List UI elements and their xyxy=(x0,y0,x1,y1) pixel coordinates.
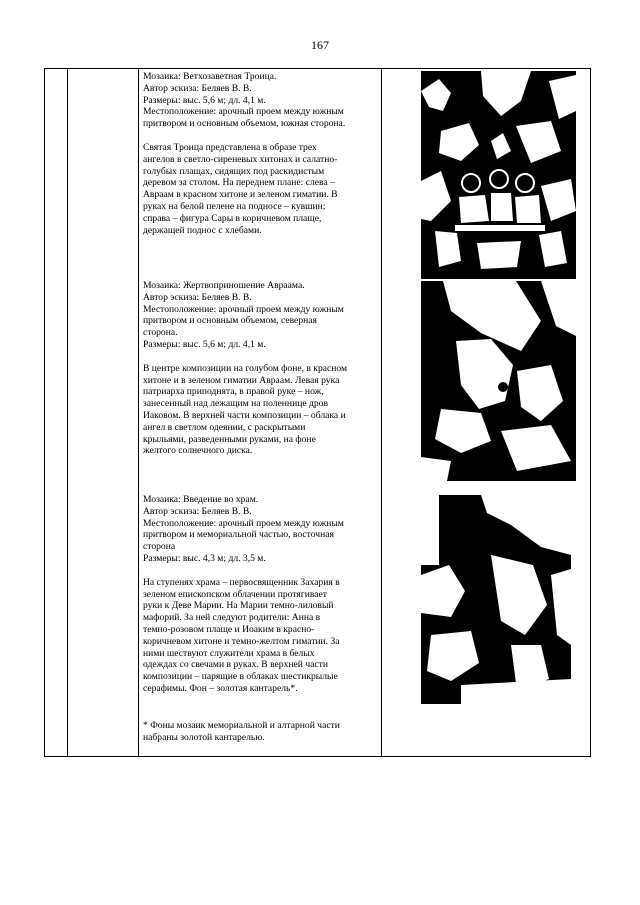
entry-title: Мозаика: Ветхозаветная Троица. xyxy=(143,71,277,82)
entry-location: Местоположение: арочный проем между южным xyxy=(143,303,344,315)
presentation-mosaic-photo xyxy=(421,495,571,704)
entry-location: сторона xyxy=(143,541,176,553)
entry-location: сторона. xyxy=(143,327,178,339)
entry-description-line: одеждах со свечами в руках. В верхней части xyxy=(143,659,328,671)
entry-description-line: ангел в светлом одеянии, с раскрытыми xyxy=(143,421,306,433)
entry-description-line: Авраам в красном хитоне и зеленом гиматии. В xyxy=(143,189,338,201)
mosaic-entry-trinity xyxy=(143,71,378,236)
entry-location: притвором и основным объемом, северная xyxy=(143,315,317,327)
entry-description-line: Святая Троица представлена в образе трех xyxy=(143,141,317,153)
entry-author: Автор эскиза: Беляев В. В. xyxy=(143,82,252,94)
footnote-line: набраны золотой кантарелью. xyxy=(143,731,265,743)
trinity-mosaic-photo xyxy=(421,71,576,279)
entry-size: Размеры: выс. 4,3 м; дл. 3,5 м. xyxy=(143,552,266,564)
entry-description-line: Иаковом. В верхней части композиции – облака и xyxy=(143,409,346,421)
entry-location: Местоположение: арочный проем между южным xyxy=(143,106,344,118)
entry-description-line: мафорий. За ней следуют родители: Анна в xyxy=(143,612,321,624)
entry-description-line: хитоне и в зеленом гиматии Авраам. Левая рука xyxy=(143,374,340,386)
entry-location: притвором и мемориальной частью, восточная xyxy=(143,529,334,541)
entry-author: Автор эскиза: Беляев В. В. xyxy=(143,291,252,303)
entry-description-line: патриарха приподнята, в правой руке – нож, xyxy=(143,386,324,398)
entry-author: Автор эскиза: Беляев В. В. xyxy=(143,505,252,517)
column-divider xyxy=(67,69,68,756)
sacrifice-mosaic-photo xyxy=(421,281,576,481)
entry-description-line: голубых плащах, сидящих под раскидистым xyxy=(143,165,325,177)
entry-description-line: ангелов в светло-сиреневых хитонах и салатно- xyxy=(143,153,338,165)
entry-description-line: держащей поднос с хлебами. xyxy=(143,224,262,236)
entry-description-line: серафимы. Фон – золотая кантарель*. xyxy=(143,682,298,694)
column-divider xyxy=(381,69,382,756)
entry-size: Размеры: выс. 5,6 м; дл. 4,1 м. xyxy=(143,338,266,350)
entry-size: Размеры: выс. 5,6 м; дл. 4,1 м. xyxy=(143,94,266,106)
entry-description-line: справа – фигура Сары в коричневом плаще, xyxy=(143,212,322,224)
entry-description-line: руки к Деве Марии. На Марии темно-лиловый xyxy=(143,600,334,612)
entry-title: Мозаика: Введение во храм. xyxy=(143,494,259,505)
entry-description-line: ними шествуют служители храма в белых xyxy=(143,647,315,659)
column-divider xyxy=(138,69,139,756)
entry-title: Мозаика: Жертвоприношение Авраама. xyxy=(143,280,305,291)
entry-description-line: коричневом хитоне и темно-желтом гиматии. За xyxy=(143,635,340,647)
footnote-line: * Фоны мозаик мемориальной и алтарной части xyxy=(143,720,340,731)
entry-description-line: композиции – парящие в облаках шестикрылые xyxy=(143,671,338,683)
entry-description-line: крыльями, разведенными руками, на фоне xyxy=(143,433,316,445)
entry-description-line: На ступенях храма – первосвященник Захария в xyxy=(143,576,340,588)
entry-description-line: зеленом епископском облачении протягивает xyxy=(143,588,327,600)
entry-location: притвором и основным объемом, южная сторона. xyxy=(143,118,346,130)
entry-description-line: деревом за столом. На переднем плане: слева – xyxy=(143,177,335,189)
footnote xyxy=(143,720,378,744)
mosaic-entry-sacrifice xyxy=(143,280,378,457)
entry-description-line: занесенный над лежащим на поленнице дров xyxy=(143,398,328,410)
entry-location: Местоположение: арочный проем между южным xyxy=(143,517,344,529)
entry-description-line: темно-розовом плаще и Иоаким в красно- xyxy=(143,623,315,635)
entry-description-line: руках на белой пелене на подносе – кувшин; xyxy=(143,200,326,212)
mosaic-entry-presentation xyxy=(143,494,378,695)
entry-description-line: желтого солнечного диска. xyxy=(143,445,253,457)
entry-description-line: В центре композиции на голубом фоне, в красном xyxy=(143,362,348,374)
page-number: 167 xyxy=(311,38,329,52)
